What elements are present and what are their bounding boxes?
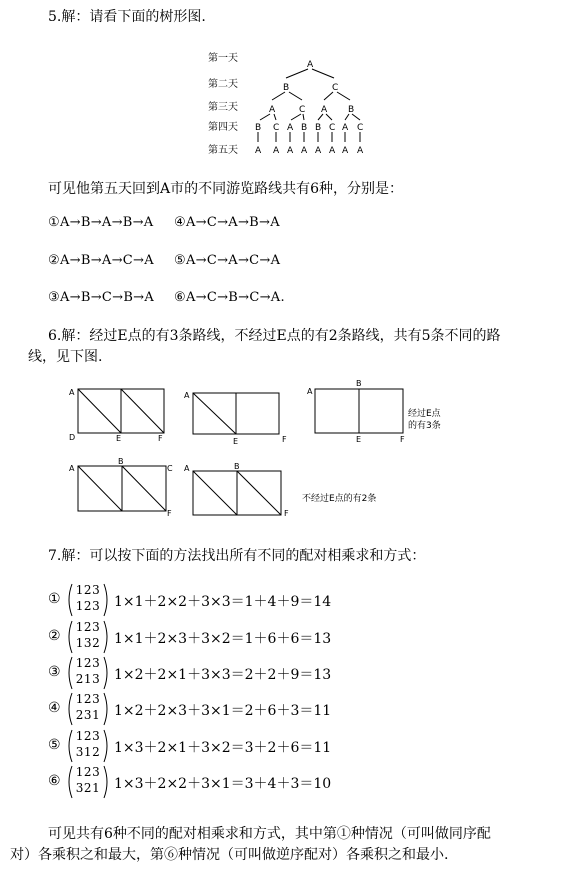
tree-node: A (301, 146, 308, 156)
point-label: A (184, 464, 190, 473)
point-label: E (233, 437, 239, 446)
p7-conclusion-line1: 可见共有6种不同的配对相乘求和方式，其中第①种情况（可叫做同序配 (48, 826, 491, 842)
matrix-bottom: 213 (75, 672, 101, 686)
p7-conclusion-line2: 对）各乘积之和最大，第⑥种情况（可叫做逆序配对）各乘积之和最小. (10, 847, 449, 863)
tree-node: C (329, 123, 336, 133)
point-label: F (167, 509, 172, 518)
p7-heading: 7.解：可以按下面的方法找出所有不同的配对相乘求和方式： (48, 548, 426, 564)
right-paren (103, 765, 111, 799)
matrix-bottom: 231 (75, 708, 101, 722)
tree-day-label: 第一天 (208, 53, 238, 64)
matrix-bottom: 321 (75, 781, 101, 795)
note-via-e: 的有3条 (408, 421, 441, 431)
point-label: A (184, 391, 190, 400)
tree-node: A (357, 146, 364, 156)
matrix-top: 123 (75, 692, 101, 706)
tree-node: C (357, 123, 364, 133)
right-paren (103, 692, 111, 726)
tree-node: A (307, 60, 314, 70)
point-label: F (284, 509, 289, 518)
tree-node: A (255, 146, 262, 156)
point-label: A (69, 388, 75, 397)
matrix-top: 123 (75, 765, 101, 779)
route-item: ④A→C→A→B→A (174, 215, 280, 230)
tree-node: A (273, 146, 280, 156)
tree-node: A (342, 123, 349, 133)
left-paren (65, 692, 73, 726)
tree-node: A (287, 123, 294, 133)
p5-summary: 可见他第五天回到A市的不同游览路线共有6种，分别是： (48, 181, 404, 197)
right-paren (103, 620, 111, 654)
tree-node: C (332, 83, 339, 93)
tree-node: A (315, 146, 322, 156)
product-sum: 1×3＋2×1＋3×2＝3＋2＋6＝11 (114, 740, 332, 756)
point-label: D (69, 433, 76, 442)
row-number: ① (48, 591, 61, 607)
tree-node: B (348, 105, 355, 115)
route-item: ①A→B→A→B→A (48, 215, 154, 230)
left-paren (65, 729, 73, 763)
matrix-top: 123 (75, 656, 101, 670)
tree-day-label: 第三天 (208, 102, 238, 113)
point-label: A (307, 387, 313, 396)
matrix-bottom: 312 (75, 745, 101, 759)
tree-node: B (301, 123, 308, 133)
point-label: C (167, 464, 173, 473)
tree-day-label: 第四天 (208, 122, 238, 133)
route-item: ②A→B→A→C→A (48, 253, 154, 268)
point-label: E (356, 435, 362, 444)
row-number: ② (48, 628, 61, 644)
route-item: ⑤A→C→A→C→A (174, 253, 281, 268)
tree-day-label: 第二天 (208, 79, 238, 90)
row-number: ⑤ (48, 737, 61, 753)
right-paren (103, 583, 111, 617)
product-sum: 1×3＋2×2＋3×1＝3＋4＋3＝10 (114, 776, 332, 792)
product-sum: 1×1＋2×2＋3×3＝1＋4＋9＝14 (114, 594, 332, 610)
route-item: ⑥A→C→B→C→A. (174, 290, 285, 305)
matrix-bottom: 132 (75, 636, 101, 650)
p6-line2: 线，见下图. (28, 349, 103, 365)
matrix-top: 123 (75, 729, 101, 743)
product-sum: 1×2＋2×1＋3×3＝2＋2＋9＝13 (114, 667, 332, 683)
tree-diagram (190, 40, 390, 165)
matrix-top: 123 (75, 583, 101, 597)
tree-node: A (321, 105, 328, 115)
p5-heading: 5.解：请看下面的树形图. (48, 9, 206, 25)
matrix-bottom: 123 (75, 599, 101, 613)
point-label: F (282, 435, 287, 444)
tree-node: A (287, 146, 294, 156)
row-number: ⑥ (48, 773, 61, 789)
right-paren (103, 656, 111, 690)
note-not-via-e: 不经过E点的有2条 (302, 494, 377, 504)
row-number: ③ (48, 664, 61, 680)
point-label: B (234, 462, 240, 471)
right-paren (103, 729, 111, 763)
point-label: A (69, 464, 75, 473)
tree-day-label: 第五天 (208, 145, 238, 156)
product-sum: 1×1＋2×3＋3×2＝1＋6＋6＝13 (114, 631, 332, 647)
tree-node: A (329, 146, 336, 156)
tree-node: C (299, 105, 306, 115)
row-number: ④ (48, 700, 61, 716)
point-label: F (158, 434, 163, 443)
tree-node: A (342, 146, 349, 156)
point-label: B (118, 457, 124, 466)
product-sum: 1×2＋2×3＋3×1＝2＋6＋3＝11 (114, 703, 332, 719)
tree-node: B (315, 123, 322, 133)
point-label: E (116, 434, 122, 443)
left-paren (65, 583, 73, 617)
left-paren (65, 765, 73, 799)
note-via-e: 经过E点 (408, 409, 441, 419)
point-label: F (400, 435, 405, 444)
tree-node: C (273, 123, 280, 133)
tree-node: A (269, 105, 276, 115)
matrix-top: 123 (75, 620, 101, 634)
tree-node: B (283, 83, 290, 93)
route-item: ③A→B→C→B→A (48, 290, 155, 305)
point-label: B (356, 379, 362, 388)
tree-node: B (255, 123, 262, 133)
left-paren (65, 656, 73, 690)
left-paren (65, 620, 73, 654)
p6-line1: 6.解：经过E点的有3条路线，不经过E点的有2条路线，共有5条不同的路 (48, 328, 501, 344)
route-figures (0, 376, 570, 526)
